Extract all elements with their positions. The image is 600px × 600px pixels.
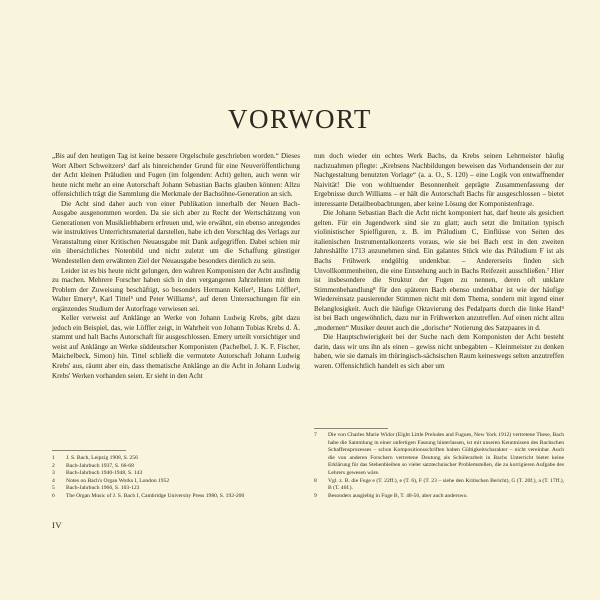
right-column	[314, 152, 564, 372]
paragraph: Die Acht sind daher auch von einer Publikation innerhalb der Neuen Bach-Ausgabe ausgenommen worden. Da sie sich aber zu Recht der Wertschätzung von Generationen von Musikliebhabern erfreuen und, wie erwähnt, ein ebenso anregendes wie instruktives Unterrichtsmaterial darstellen, habe ich den Vorschlag des Verlags zur Veranstaltung einer Kritischen Neuausgabe mit Dank aufgegriffen. Dabei schien mir ein übersichtliches Notenbild und nicht zuletzt um die Schaffung günstiger Wendestellen dem erwähnten Ziel der Neuausgabe besonders dienlich zu sein.	[52, 199, 300, 266]
footnote-text: Besonders ausgiebig in Fuge B, T. 48-56, aber auch anderswo.	[328, 492, 468, 499]
footnote-number: 7	[314, 432, 317, 438]
footnote-text: Bach-Jahrbuch 1940-1948, S. 143	[66, 470, 143, 477]
footnotes-right	[314, 432, 564, 500]
footnote-number: 5	[52, 485, 55, 492]
page-title: VORWORT	[228, 104, 372, 134]
paragraph: nun doch wieder ein echtes Werk Bachs, da Krebs seinen Lehrmeister häufig nachzuahmen pflegte: „Krebsens Nachbildungen beweisen das Vorhandensein der zur Nachgestaltung benutzten Vorlage“ (a. a. O., S. 120) – eine Logik von entwaffnender Naivität! Die von wohltuender Besonnenheit geprägte Zusammenfassung der Ergebnisse durch Williams – er hält die Autorschaft Bachs für ausgeschlossen – bietet interessante Detailbeobachtungen, aber keine Lösung der Komponistenfrage.	[314, 152, 564, 208]
footnote-number: 6	[52, 492, 55, 499]
footnote-number: 2	[52, 462, 55, 469]
paragraph: Keller verweist auf Anklänge an Werke von Johann Ludwig Krebs, gibt dazu jedoch ein Beispiel, das, wie Löffler zeigt, in Wahrheit von Johann Tobias Krebs d. Ä. stammt und halt Bachs Autorschaft für ausgeschlossen. Emery urteilt vorsichtiger und weist auf Anklänge an Werke süddeutscher Komponisten (Pachelbel, J. K. F. Fischer, Maichelbeck, Simon) hin. Tittel schließt die vermutete Autorschaft Johann Ludwig Krebs' aus, räumt aber ein, dass thematische Anklänge an die Acht in Johann Ludwig Krebs' Werken vorhanden seien. Er sieht in den Acht	[52, 314, 300, 380]
footnote	[52, 455, 300, 463]
left-column	[52, 152, 300, 381]
footnote	[52, 485, 300, 493]
footnote-number: 3	[52, 470, 55, 477]
footnote-number: 4	[52, 477, 55, 484]
footnote-text: The Organ Music of J. S. Bach I, Cambridge University Press 1980, S. 192-200	[66, 492, 245, 499]
footnote	[314, 478, 564, 493]
paragraph: „Bis auf den heutigen Tag ist keine bessere Orgelschule geschrieben worden.“ Dieses Wort Albert Schweitzers¹ darf als hinreichender Grund für eine Neuveröffentlichung der Acht kleinen Präludien und Fugen (im folgenden: Acht) gelten, auch wenn wir heute nicht mehr an eine Autorschaft Johann Sebastian Bachs glauben können: Allzu offensichtlich trägt die Sammlung die Merkmale der Bachsöhne-Generation an sich.	[52, 152, 300, 199]
footnote	[52, 463, 300, 471]
footnote-rule	[314, 428, 388, 429]
paragraph: Die Hauptschwierigkeit bei der Suche nach dem Komponisten der Acht besteht darin, dass wir uns ihn als einen – gewiss nicht unbegabten – Kleinmeister zu denken haben, wie sie damals im thüringisch-sächsischen Raum keineswegs selten anzutreffen waren. Offensichtlich handelt es sich aber um	[314, 333, 564, 371]
paragraph: Die Johann Sebastian Bach die Acht nicht komponiert hat, darf heute als gesichert gelten. Für ein Jugendwerk sind sie zu glatt; auch setzt die Imitation typisch violinistischer Spielfiguren, z. B. im Präludium C, Einflüsse von Seiten des italienischen Instrumentalkonzerts voraus, wie sie bei Bach erst in den zweiten Jahreshälfte 1713 anzunehmen sind. Ein galantes Stück wie das Präludium F ist als Bachs Frühwerk endgültig undenkbar. – Andererseits finden sich Unvollkommenheiten, die eine Entstehung auch in Bachs Reifezeit ausschließen.⁷ Hier ist insbesondere die Struktur der Fugen zu nennen, deren oft unklare Stimmenbehandlung⁸ für den späteren Bach ebenso undenkbar ist wie der häufige Wiedereinsatz pausierender Stimmen nicht mit dem Thema, sondern mit irgend einer Belanglosigkeit. Auch die häufige Oktavierung des Pedalparts durch die linke Hand⁹ ist bei Bach ungewöhnlich, dazu nur in Frühwerken anzutreffen. Auf einen nicht allzu „modernen“ Musiker deutet auch die „dorische“ Notierung des Satzpaares in d.	[314, 209, 564, 332]
footnote-text: J. S. Bach, Leipzig 1908, S. 256	[66, 455, 138, 461]
page-number: IV	[52, 520, 62, 530]
footnote-text: Bach-Jahrbuch 1937, S. 66-68	[66, 462, 134, 469]
footnote-text: Bach-Jahrbuch 1966, S. 103-123	[66, 485, 140, 492]
footnote-rule	[52, 450, 126, 451]
footnote-number: 1	[52, 455, 55, 461]
footnote	[52, 493, 300, 501]
footnote-text: Die von Charles Marie Widor (Eight Little Preludes and Fugues, New York 1912) vertretene These, Bach habe die Sammlung in einer unfertigen Fassung hinterlassen, ist mit unseren Kenntnissen des Bachschen Schaffensprozesses – schon Kompositionsschriften haben Gültigkeitscharakter – nicht vereinbar. Auch die von anderen Forschern vertretene Deutung als Schülerarbeit in Bachs Unterricht bietet keine Erklärung für das Stehenbleiben so vieler satztechnischer Problemstellen, die zu korrigieren Aufgabe des Lehrers gewesen wäre.	[328, 432, 564, 476]
footnote-number: 8	[314, 477, 317, 484]
paragraph: Leider ist es bis heute nicht gelungen, den wahren Komponisten der Acht ausfindig zu machen. Mehrere Forscher haben sich in den vergangenen Jahrzehnten mit dem Problem der Zuweisung beschäftigt, so besonders Hermann Keller², Hans Löffler³, Walter Emery⁴, Karl Tittel⁵ und Peter Williams⁶, auf deren Untersuchungen für ein ergänzendes Studium der Autorfrage verwiesen sei.	[52, 266, 300, 313]
footnote-number: 9	[314, 492, 317, 499]
footnote	[314, 432, 564, 478]
footnote	[52, 478, 300, 486]
footnotes-left	[52, 455, 300, 501]
footnote-text: Vgl. z. B. die Fuge e (T. 22ff.), e (T. 6), F (T. 23 – siehe den Kritischen Bericht), G (T. 20f.), a (T. 17ff.), B (T. 46f.).	[328, 477, 564, 492]
footnote	[52, 470, 300, 478]
footnote-text: Notes on Bach's Organ Works I, London 1952	[66, 477, 170, 484]
footnote	[314, 493, 564, 501]
